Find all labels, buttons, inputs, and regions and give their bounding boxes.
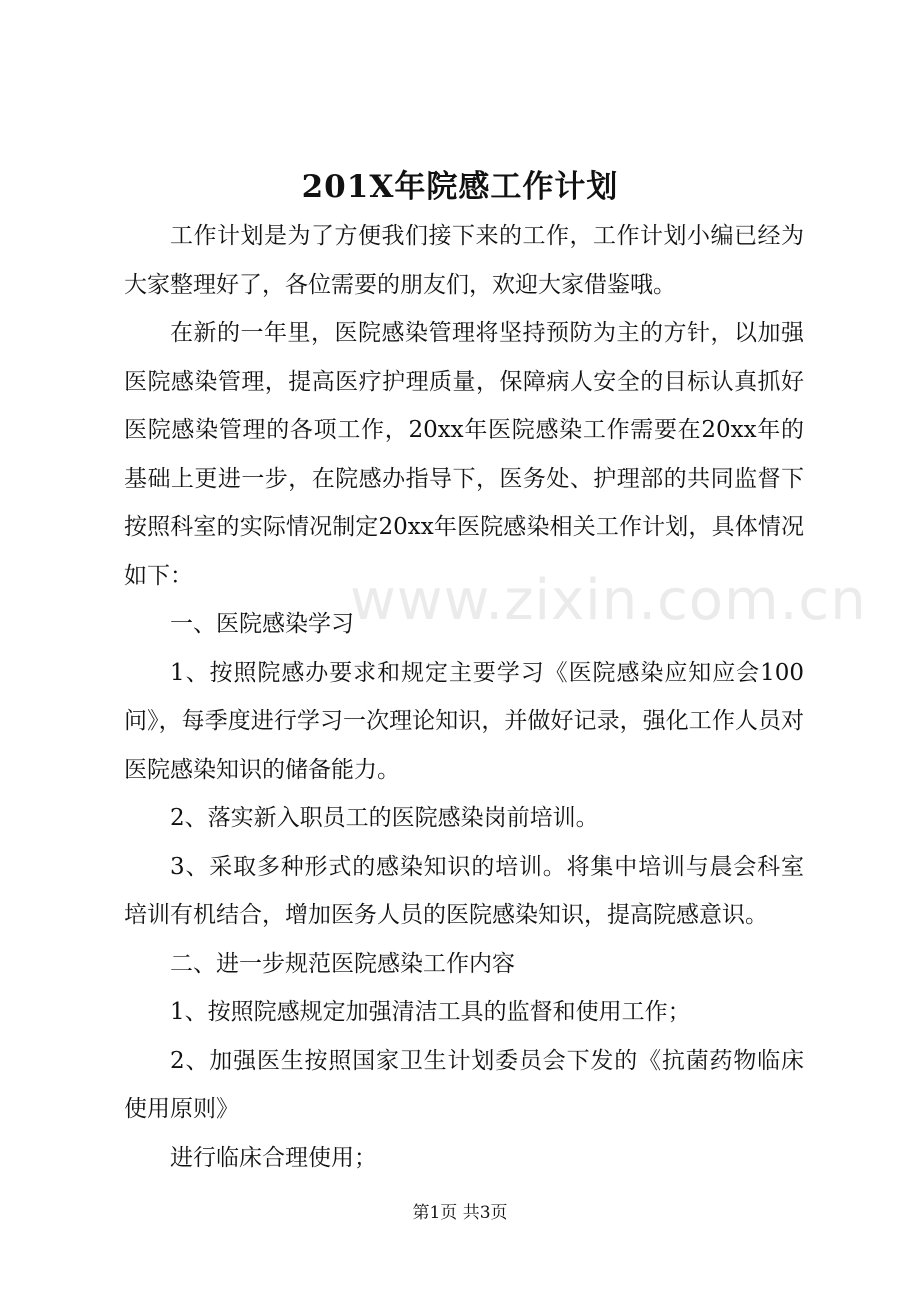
paragraph-2-2: 2、加强医生按照国家卫生计划委员会下发的《抗菌药物临床使用原则》 bbox=[124, 1047, 804, 1122]
paragraph-2-2-cont: 进行临床合理使用； bbox=[170, 1144, 377, 1171]
paragraph-1-2: 2、落实新入职员工的医院感染岗前培训。 bbox=[170, 805, 599, 831]
section-heading-2: 二、进一步规范医院感染工作内容 bbox=[170, 950, 515, 977]
paragraph-2-1: 1、按照院感规定加强清洁工具的监督和使用工作； bbox=[170, 999, 691, 1025]
watermark: www.zixin.com.cn bbox=[350, 568, 867, 633]
document-title: 201X年院感工作计划 bbox=[301, 169, 619, 205]
paragraph-overview: 在新的一年里，医院感染管理将坚持预防为主的方针，以加强医院感染管理，提高医疗护理质量，保障病人安全的目标认真抓好医院感染管理的各项工作，20xx年医院感染工作需要在20xx年的基础上更进一步，在院感办指导下，医务处、护理部的共同监督下按照科室的实际情况制定20xx年医院感染相关工作计划，具体情况如下： bbox=[124, 320, 804, 589]
paragraph-1-3: 3、采取多种形式的感染知识的培训。将集中培训与晨会科室培训有机结合，增加医务人员的医院感染知识，提高院感意识。 bbox=[124, 853, 804, 928]
page-footer: 第1页 共3页 bbox=[412, 1203, 508, 1223]
document-body bbox=[124, 212, 867, 1182]
paragraph-1-1: 1、按照院感办要求和规定主要学习《医院感染应知应会100问》，每季度进行学习一次理论知识，并做好记录，强化工作人员对医院感染知识的储备能力。 bbox=[124, 659, 804, 783]
section-heading-1: 一、医院感染学习 bbox=[170, 611, 354, 637]
paragraph-intro: 工作计划是为了方便我们接下来的工作，工作计划小编已经为大家整理好了，各位需要的朋友们，欢迎大家借鉴哦。 bbox=[124, 223, 804, 298]
